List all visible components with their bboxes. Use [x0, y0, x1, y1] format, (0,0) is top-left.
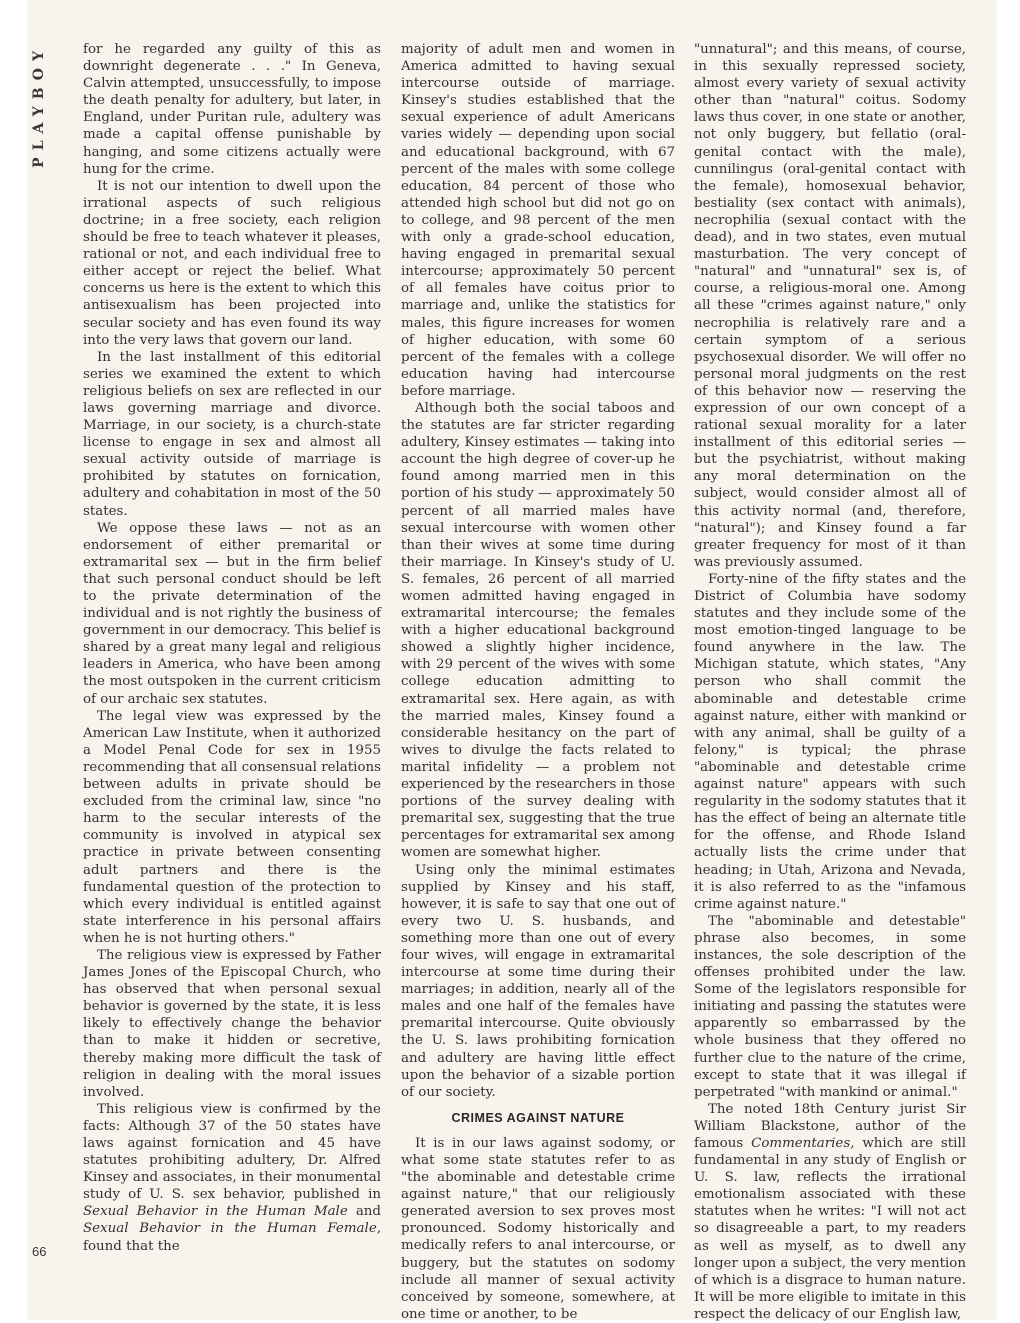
paragraph: The "abominable and detestable" phrase also becomes, in some instances, the sole description of the offenses prohibited under the law. Some of the legislators responsible for initiating and passing the statutes were apparently so embarrassed by the whole business that they offered no further clue to the nature of the crime, except to state that it was illegal if perpetrated "with mankind or animal."	[694, 913, 966, 1100]
paragraph: It is not our intention to dwell upon the irrational aspects of such religious doctrine; in a free society, each religion should be free to teach whatever it pleases, rational or not, and each individual free to either accept or reject the belief. What concerns us here is the extent to which this antisexualism has been projected into secular society and has even found its way into the very laws that govern our land.	[83, 178, 381, 348]
paragraph: majority of adult men and women in America admitted to having sexual intercourse outside of marriage. Kinsey's studies established that the sexual experience of adult Americans varies widely — depending upon social and educational background, with 67 percent of the males with some college education, 84 percent of those who attended high school but did not go on to college, and 98 percent of the men with only a grade-school education, having engaged in premarital sexual intercourse; approximately 50 percent of all females have coitus prior to marriage and, unlike the statistics for males, this figure increases for women of higher education, with some 60 percent of the females with a college education having had intercourse before marriage.	[401, 42, 675, 399]
paragraph	[83, 1101, 381, 1255]
paragraph-text: found that the	[83, 1238, 180, 1254]
paragraph-text: The noted 18th Century jurist Sir William Blackstone, author of the famous	[694, 1101, 966, 1151]
paragraph: It is in our laws against sodomy, or what some state statutes refer to as "the abominable and detestable crime against nature," that our religiously generated aversion to sex proves most pronounced. Sodomy historically and medically refers to anal intercourse, or buggery, but the statutes on sodomy include all manner of sexual activity conceived by someone, somewhere, at one time or another, to be	[401, 1135, 675, 1322]
paragraph: Using only the minimal estimates supplied by Kinsey and his staff, however, it is safe to say that one out of every two U. S. husbands, and something more than one out of every four wives, will engage in extramarital intercourse at some time during their marriages; in addition, nearly all of the males and one half of the females have premarital intercourse. Quite obviously the U. S. laws prohibiting fornication and adultery are having little effect upon the behavior of a sizable portion of our society.	[401, 862, 675, 1100]
column-3	[694, 41, 967, 1322]
column-2	[401, 41, 675, 1322]
paragraph	[694, 1101, 966, 1323]
paragraph: The legal view was expressed by the American Law Institute, when it authorized a Model Penal Code for sex in 1955 recommending that all consensual relations between adults in private should be excluded from the criminal law, since "no harm to the secular interests of the community is involved in atypical sex practice in private between consenting adult partners and there is the fundamental question of the protection to which every individual is entitled against state interference in his personal affairs when he is not hurting others."	[83, 708, 382, 946]
paragraph: "unnatural"; and this means, of course, in this sexually repressed society, almost every variety of sexual activity other than "natural" coitus. Sodomy laws thus cover, in one state or another, not only buggery, but fellatio (oral-genital contact with the male), cunnilingus (oral-genital contact with the female), homosexual behavior, bestiality (sex contact with animals), necrophilia (sexual contact with the dead), and in two states, even mutual masturbation. The very concept of "natural" and "unnatural" sex is, of course, a religious-moral one. Among all these "crimes against nature," only necrophilia is relatively rare and a certain symptom of a serious psychosexual disorder. We will offer no personal moral judgments on the rest of this behavior now — reserving the expression of our own concept of a rational sexual morality for a later installment of this editorial series — but the psychiatrist, without making any moral determination on the subject, would consider almost all of this activity normal (and, therefore, "natural"); and Kinsey found a far greater frequency for most of it than was previously assumed.	[694, 42, 966, 570]
book-title: Sexual Behavior in the Human Female,	[83, 1221, 381, 1237]
paragraph-text: This religious view is confirmed by the facts: Although 37 of the 50 states have laws against fornication and 45 have statutes prohibiting adultery, Dr. Alfred Kinsey and associates, in their monumental study of U. S. sex behavior, published in	[83, 1101, 381, 1203]
paragraph: The religious view is expressed by Father James Jones of the Episcopal Church, who has observed that when personal sexual behavior is governed by the state, it is less likely to effectively change the behavior than to make it hidden or secretive, thereby making more difficult the task of religion in dealing with the moral issues involved.	[83, 947, 381, 1100]
book-title: Sexual Behavior in the Human Male	[83, 1204, 348, 1220]
paragraph: Although both the social taboos and the statutes are far stricter regarding adultery, Kinsey estimates — taking into account the high degree of cover-up he found among married men in this portion of his study — approximately 50 percent of all married males have sexual intercourse with women other than their wives at some time during their marriage. In Kinsey's study of U. S. females, 26 percent of all married women admitted having engaged in extramarital intercourse; the females with a higher educational background showed a slightly higher incidence, with 29 percent of the wives with some college education admitting to extramarital sex. Here again, as with the married males, Kinsey found a considerable hesitancy on the part of wives to divulge the facts related to marital infidelity — a problem not experienced by the researchers in those portions of the survey dealing with premarital sex, suggesting that the true percentages for extramarital sex among women are somewhat higher.	[401, 400, 675, 861]
page-number: 66	[32, 1244, 47, 1259]
book-title: Commentaries,	[751, 1136, 855, 1151]
paragraph-text: which are still fundamental in any study of English or U. S. law, reflects the irrational emotionalism associated with these statutes when he writes: "I will not act so disagreeable a part, to my readers as well as myself, as to dwell any longer upon a subject, the very mention of which is a disgrace to human nature. It will be more eligible to imitate in this respect the delicacy of our English law,	[694, 1136, 967, 1322]
magazine-page	[27, 0, 997, 1320]
paragraph: Forty-nine of the fifty states and the District of Columbia have sodomy statutes and they include some of the most emotion-tinged language to be found anywhere in the law. The Michigan statute, which states, "Any person who shall commit the abominable and detestable crime against nature, either with mankind or with any animal, shall be guilty of a felony," is typical; the phrase "abominable and detestable crime against nature" appears with such regularity in the sodomy statutes that it has the effect of being an alternate title for the offense, and Rhode Island actually lists the crime under that heading; in Utah, Arizona and Nevada, it is also referred to as the "infamous crime against nature."	[694, 571, 966, 912]
paragraph: for he regarded any guilty of this as downright degenerate . . ." In Geneva, Calvin attempted, unsuccessfully, to impose the death penalty for adultery, but later, in England, under Puritan rule, adultery was made a capital offense punishable by hanging, and some citizens actually were hung for the crime.	[83, 42, 381, 177]
column-1	[83, 41, 381, 1263]
paragraph-text: and	[347, 1204, 382, 1220]
paragraph: We oppose these laws — not as an endorsement of either premarital or extramarital sex — but in the firm belief that such personal conduct should be left to the private determination of the individual and is not rightly the business of government in our democracy. This belief is shared by a great many legal and religious leaders in America, who have been among the most outspoken in the current criticism of our archaic sex statutes.	[83, 520, 381, 707]
paragraph: In the last installment of this editorial series we examined the extent to which religious beliefs on sex are reflected in our laws governing marriage and divorce. Marriage, in our society, is a church-state license to engage in sex and almost all sexual activity outside of marriage is prohibited by statutes on fornication, adultery and cohabitation in most of the 50 states.	[83, 349, 381, 519]
masthead: PLAYBOY	[31, 44, 47, 168]
section-heading: CRIMES AGAINST NATURE	[451, 1110, 625, 1125]
